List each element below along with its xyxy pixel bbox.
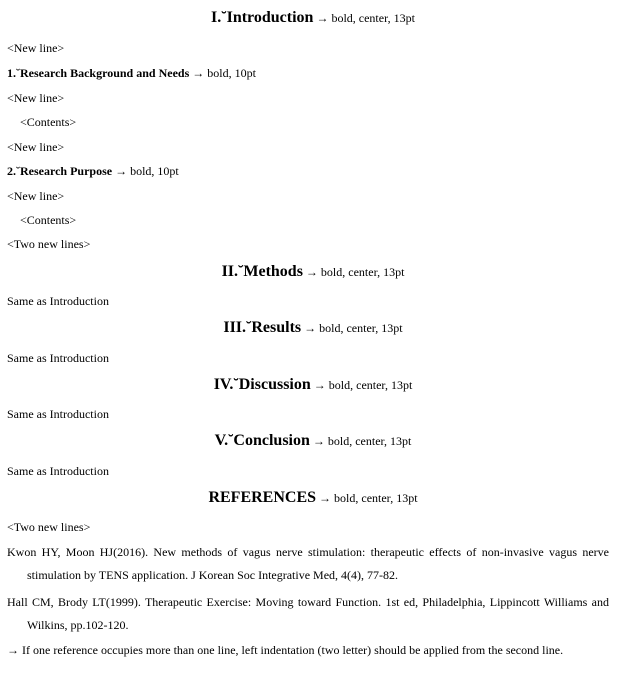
contents-placeholder: <Contents> xyxy=(20,115,77,129)
same-as-introduction-text: Same as Introduction xyxy=(7,407,109,421)
heading-conclusion xyxy=(0,431,626,451)
same-as-introduction-text: Same as Introduction xyxy=(7,294,109,308)
indentation-note: → If one reference occupies more than one line, left indentation (two letter) should be applied from the second line. xyxy=(7,643,564,657)
heading-conclusion-title: V.˘Conclusion xyxy=(214,432,310,449)
same-as-introduction-text: Same as Introduction xyxy=(7,351,109,365)
heading-introduction xyxy=(0,8,626,28)
heading-methods-format-note: → bold, center, 13pt xyxy=(302,265,405,279)
same-as-introduction-text: Same as Introduction xyxy=(7,464,109,478)
new-line-marker: <New line> xyxy=(7,189,65,203)
contents-placeholder: <Contents> xyxy=(20,213,77,227)
reference-item: Hall CM, Brody LT(1999). Therapeutic Exercise: Moving toward Function. 1st ed, Philadelphia, Lippincott Williams and Wilkins, pp.102-120. xyxy=(7,595,609,632)
heading-methods-title: II.˘Methods xyxy=(221,263,303,280)
two-new-lines-marker: <Two new lines> xyxy=(7,237,91,251)
heading-discussion-title: IV.˘Discussion xyxy=(213,376,311,393)
heading-conclusion-format-note: → bold, center, 13pt xyxy=(309,434,412,448)
heading-references-title: REFERENCES xyxy=(208,489,317,506)
subheading-research-background-title: 1.˘Research Background and Needs xyxy=(7,66,190,80)
subheading-research-background-format-note: → bold, 10pt xyxy=(189,66,256,80)
subheading-research-background xyxy=(7,66,256,80)
two-new-lines-marker: <Two new lines> xyxy=(7,520,91,534)
heading-methods xyxy=(0,262,626,282)
heading-discussion xyxy=(0,375,626,395)
heading-results-format-note: → bold, center, 13pt xyxy=(301,321,403,335)
heading-introduction-title: I.˘Introduction xyxy=(211,9,314,26)
new-line-marker: <New line> xyxy=(7,41,65,55)
heading-discussion-format-note: → bold, center, 13pt xyxy=(310,378,413,392)
heading-references xyxy=(0,488,626,508)
new-line-marker: <New line> xyxy=(7,91,65,105)
subheading-research-purpose-format-note: → bold, 10pt xyxy=(112,164,179,178)
subheading-research-purpose xyxy=(7,164,179,178)
subheading-research-purpose-title: 2.˘Research Purpose xyxy=(7,164,113,178)
heading-results-title: III.˘Results xyxy=(223,319,302,336)
new-line-marker: <New line> xyxy=(7,140,65,154)
heading-introduction-format-note: → bold, center, 13pt xyxy=(313,11,415,25)
heading-results xyxy=(0,318,626,338)
heading-references-format-note: → bold, center, 13pt xyxy=(316,491,418,505)
reference-item: Kwon HY, Moon HJ(2016). New methods of vagus nerve stimulation: therapeutic effects of non-invasive vagus nerve stimulation by TENS application. J Korean Soc Integrative Med, 4(4), 77-82. xyxy=(7,545,609,582)
